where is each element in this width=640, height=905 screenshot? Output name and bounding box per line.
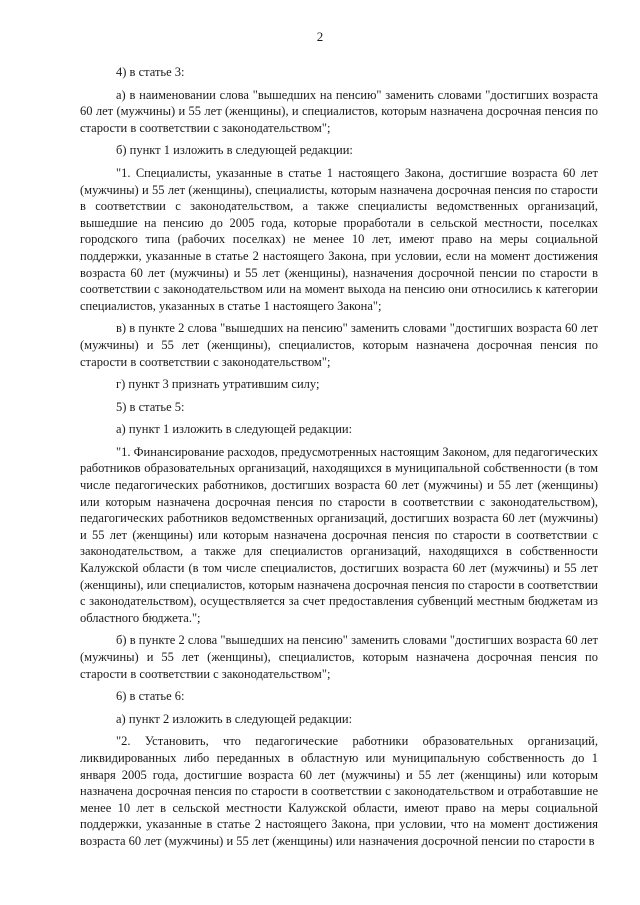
- paragraph: б) в пункте 2 слова "вышедших на пенсию" заменить словами "достигших возраста 60 лет (мужчины) и 55 лет (женщины), специалистов, которым назначена досрочная пенсия по старости в соответствии с законодательством";: [80, 633, 598, 681]
- paragraph: "1. Финансирование расходов, предусмотренных настоящим Законом, для педагогических работников образовательных организаций, находящихся в муниципальной собственности (в том числе педагогических работников, достигших возраста 60 лет (мужчины) и 55 лет (женщины) или которым назначена досрочная пенсия по старости в соответствии с законодательством), педагогических работников ведомственных организаций, достигших возраста 60 лет (мужчины) и 55 лет (женщины) или которым назначена досрочная пенсия по старости в соответствии с законодательством, а также для специалистов организаций, находящихся в собственности Калужской области (в том числе специалистов, достигших возраста 60 лет (мужчины) и 55 лет (женщины), или специалистов, которым назначена досрочная пенсия по старости в соответствии с законодательством), осуществляется за счет предоставления субвенций местным бюджетам из областного бюджета.";: [80, 444, 598, 625]
- paragraph: в) в пункте 2 слова "вышедших на пенсию" заменить словами "достигших возраста 60 лет (мужчины) и 55 лет (женщины), специалистов, которым назначена досрочная пенсия по старости в соответствии с законодательством";: [80, 321, 598, 369]
- paragraph: "1. Специалисты, указанные в статье 1 настоящего Закона, достигшие возраста 60 лет (мужчины) и 55 лет (женщины), специалисты, которым назначена досрочная пенсия по старости в соответствии с законодательством, а также специалисты ведомственных организаций, вышедшие на пенсию до 2005 года, которые проработали в сельской местности, поселках городского типа (рабочих поселках) не менее 10 лет, имеют право на меры социальной поддержки, указанные в статье 2 настоящего Закона, при условии, если на момент достижения возраста 60 лет (мужчины) и 55 лет (женщины), назначения досрочной пенсии по старости в соответствии с законодательством или на момент выхода на пенсию они относились к категории специалистов, указанных в статье 1 настоящего Закона";: [80, 165, 598, 313]
- paragraph: 6) в статье 6:: [116, 689, 185, 704]
- paragraph: "2. Установить, что педагогические работники образовательных организаций, ликвидированных либо переданных в областную или муниципальную собственность до 1 января 2005 года, достигшие возраста 60 лет (мужчины) и 55 лет (женщины) или которым назначена досрочная пенсия по старости в соответствии с законодательством и отработавшие не менее 10 лет в сельской местности Калужской области, имеют право на меры социальной поддержки, указанные в статье 2 настоящего Закона, при условии, что на момент достижения возраста 60 лет (мужчины) и 55 лет (женщины) или назначения досрочной пенсии по старости в: [80, 734, 598, 848]
- page-number: 2: [316, 29, 324, 44]
- paragraph: б) пункт 1 изложить в следующей редакции:: [116, 143, 353, 158]
- paragraph: а) пункт 2 изложить в следующей редакции:: [116, 711, 353, 726]
- document-body: [80, 64, 598, 850]
- paragraph: 5) в статье 5:: [116, 399, 185, 414]
- paragraph: а) пункт 1 изложить в следующей редакции:: [116, 422, 353, 437]
- paragraph: 4) в статье 3:: [116, 65, 185, 79]
- paragraph: а) в наименовании слова "вышедших на пенсию" заменить словами "достигших возраста 60 лет (мужчины) и 55 лет (женщины), и специалистов, которым назначена досрочная пенсия по старости в соответствии с законодательством";: [80, 87, 598, 135]
- paragraph: г) пункт 3 признать утратившим силу;: [116, 377, 320, 392]
